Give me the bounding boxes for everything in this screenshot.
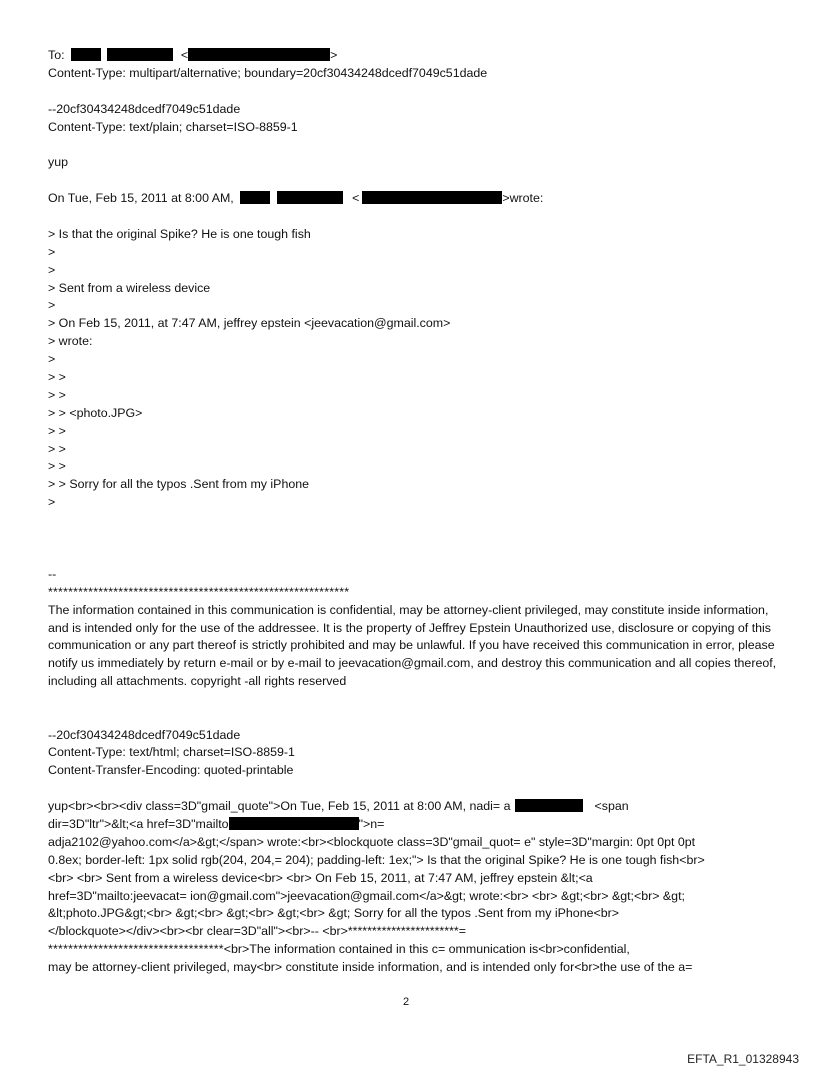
signature-stars: ************************************************************ [48,584,350,599]
html-line-text: ">n= [358,816,385,831]
on-line [48,190,788,208]
redaction-box [71,48,101,61]
page-number: 2 [403,996,410,1008]
reply-text: yup [48,155,68,170]
to-label: To: [48,48,65,62]
on-line-lt: < [352,191,360,206]
quoted-line: > [48,244,56,259]
quoted-line: > wrote: [48,334,93,349]
quoted-line: > Is that the original Spike? He is one tough fish [48,226,311,241]
on-line-prefix: On Tue, Feb 15, 2011 at 8:00 AM, [48,191,234,206]
html-line: </blockquote></div><br><br clear=3D"all"><br>-- <br>***********************= [48,924,466,939]
html-line: <br> <br> Sent from a wireless device<br> <br> On Feb 15, 2011, at 7:47 AM, jeffrey epstein &lt;<a [48,870,593,885]
quoted-line: > > [48,423,66,438]
html-line [48,798,788,816]
redaction-box [107,48,173,61]
part1-boundary: --20cf30434248dcedf7049c51dade [48,101,241,116]
quoted-line: > > [48,441,66,456]
document-id: EFTA_R1_01328943 [687,1052,799,1066]
part2-encoding: Content-Transfer-Encoding: quoted-printable [48,763,294,778]
part1-content-type: Content-Type: text/plain; charset=ISO-8859-1 [48,119,298,134]
part2-boundary: --20cf30434248dcedf7049c51dade [48,727,241,742]
quoted-line: > [48,352,56,367]
quoted-line: > [48,298,56,313]
quoted-line: > > [48,459,66,474]
signature-dashes: -- [48,566,57,581]
redaction-box [240,191,270,204]
quoted-message [48,226,788,512]
html-line: adja2102@yahoo.com</a>&gt;</span> wrote:<br><blockquote class=3D"gmail_quot= e" style=3D"margin: 0pt 0pt 0pt [48,834,696,849]
quoted-line: > > Sorry for all the typos .Sent from my iPhone [48,477,310,492]
part2-content-type: Content-Type: text/html; charset=ISO-8859-1 [48,745,295,760]
html-line-text: <br>The information contained in this c= ommunication is<br>confidential, [223,942,630,957]
html-line-text: <span [594,799,629,814]
disclaimer-paragraph: The information contained in this communication is confidential, may be attorney-client privileged, may constitute inside information, and is intended only for the use of the addressee. It is the property of Jeffrey Epstein Unauthorized use, disclosure or copying of this communication or any part thereof is strictly prohibited and may be unlawful. If you have received this communication in error, please notify us immediately by return e-mail or by e-mail to jeevacation@gmail.com, and destroy this communication and all copies thereof, including all attachments. copyright -all rights reserved [48,602,777,689]
quoted-line: > Sent from a wireless device [48,280,211,295]
quoted-line: > > <photo.JPG> [48,405,143,420]
email-body [48,47,788,977]
redaction-box [229,817,359,830]
html-line [48,816,788,834]
redaction-box [515,799,583,812]
quoted-line: > > [48,370,66,385]
quoted-line: > [48,262,56,277]
on-line-suffix: >wrote: [502,191,544,206]
html-line: href=3D"mailto:jeevacat= ion@gmail.com">jeevacation@gmail.com</a>&gt; wrote:<br> <br> &gt;<br> &gt;<br> &gt; [48,888,685,903]
html-line-text: yup<br><br><div class=3D"gmail_quote">On Tue, Feb 15, 2011 at 8:00 AM, nadi= a [48,799,511,814]
html-line: 0.8ex; border-left: 1px solid rgb(204, 204,= 204); padding-left: 1ex;"> Is that the original Spike? He is one tough fish<br> [48,852,705,867]
to-line [48,47,788,65]
html-line [48,941,788,959]
quoted-line: > > [48,387,66,402]
redaction-box [188,48,330,61]
html-line-text: *********************************** [48,942,224,957]
redaction-box [362,191,502,204]
quoted-line: > On Feb 15, 2011, at 7:47 AM, jeffrey epstein <jeevacation@gmail.com> [48,316,451,331]
html-line-text: dir=3D"ltr">&lt;<a href=3D"mailto [48,816,229,831]
to-gt: > [330,48,338,62]
redaction-box [277,191,343,204]
html-line: may be attorney-client privileged, may<br> constitute inside information, and is intended only for<br>the use of the a= [48,960,693,975]
header-content-type: Content-Type: multipart/alternative; boundary=20cf30434248dcedf7049c51dade [48,65,488,80]
quoted-line: > [48,495,56,510]
to-lt: < [180,48,189,62]
html-line: &lt;photo.JPG&gt;<br> &gt;<br> &gt;<br> &gt;<br> &gt; Sorry for all the typos .Sent from my iPhone<br> [48,906,619,921]
